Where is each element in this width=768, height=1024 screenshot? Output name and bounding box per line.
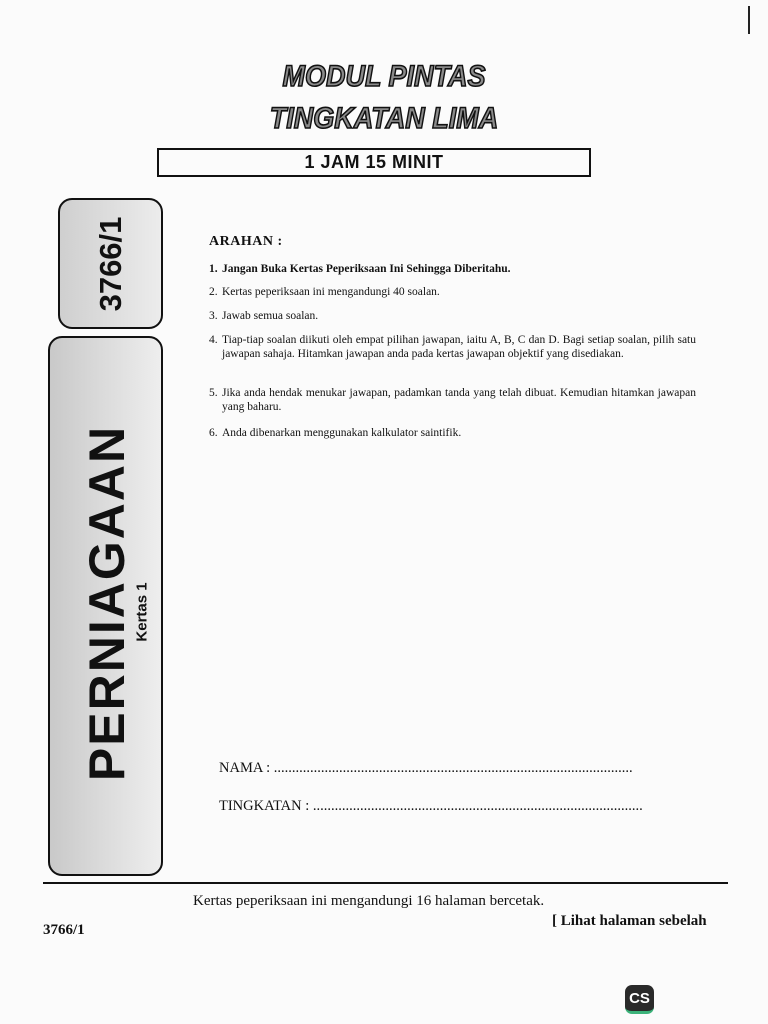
instruction-item-3 xyxy=(209,309,696,323)
duration-box: 1 JAM 15 MINIT xyxy=(157,148,591,177)
form-label: TINGKATAN : xyxy=(219,798,310,814)
instructions-heading: ARAHAN : xyxy=(209,234,283,249)
instruction-text: Anda dibenarkan menggunakan kalkulator saintifik. xyxy=(222,427,462,439)
page-count-note: Kertas peperiksaan ini mengandungi 16 halaman bercetak. xyxy=(193,893,545,909)
instruction-text: Tiap-tiap soalan diikuti oleh empat pilihan jawapan, iaitu A, B, C dan D. Bagi setiap soalan, pilih satu jawapan sahaja. Hitamkan jawapan anda pada kertas jawapan objektif yang disediakan. xyxy=(222,334,696,360)
next-page-note: [ Lihat halaman sebelah xyxy=(552,913,707,929)
instruction-number: 2. xyxy=(209,286,218,298)
instruction-number: 5. xyxy=(209,387,218,399)
instruction-item-5 xyxy=(209,386,696,414)
instruction-item-1 xyxy=(209,262,696,276)
instruction-number: 6. xyxy=(209,427,218,439)
instruction-item-4 xyxy=(209,333,696,361)
subject-tab xyxy=(48,336,163,876)
paper-label: Kertas 1 xyxy=(133,582,151,642)
instruction-text: Jika anda hendak menukar jawapan, padamkan tanda yang telah dibuat. Kemudian hitamkan jawapan yang baharu. xyxy=(222,387,696,413)
footer-paper-code: 3766/1 xyxy=(43,922,85,938)
instruction-number: 4. xyxy=(209,334,218,346)
title-line-1: MODUL PINTAS xyxy=(282,60,486,93)
instruction-text: Jawab semua soalan. xyxy=(222,310,319,322)
instruction-item-2 xyxy=(209,285,696,299)
name-field[interactable] xyxy=(219,760,633,777)
title-line-2: TINGKATAN LIMA xyxy=(269,102,499,135)
paper-code-tab xyxy=(58,198,163,329)
instruction-text: Jangan Buka Kertas Peperiksaan Ini Sehingga Diberitahu. xyxy=(222,263,511,275)
instruction-number: 3. xyxy=(209,310,218,322)
form-line[interactable]: ........................................................................................... xyxy=(312,798,643,814)
form-field[interactable] xyxy=(219,798,643,815)
name-line[interactable]: ................................................................................................... xyxy=(273,760,633,776)
name-label: NAMA : xyxy=(219,760,271,776)
instruction-text: Kertas peperiksaan ini mengandungi 40 soalan. xyxy=(222,286,440,298)
instruction-item-6 xyxy=(209,426,696,440)
footer-divider xyxy=(43,882,728,884)
corner-mark xyxy=(748,6,750,34)
subject-title: PERNIAGAAN xyxy=(79,424,135,782)
instruction-number: 1. xyxy=(209,263,218,275)
camscanner-icon: CS xyxy=(625,985,654,1014)
paper-code: 3766/1 xyxy=(92,216,128,311)
